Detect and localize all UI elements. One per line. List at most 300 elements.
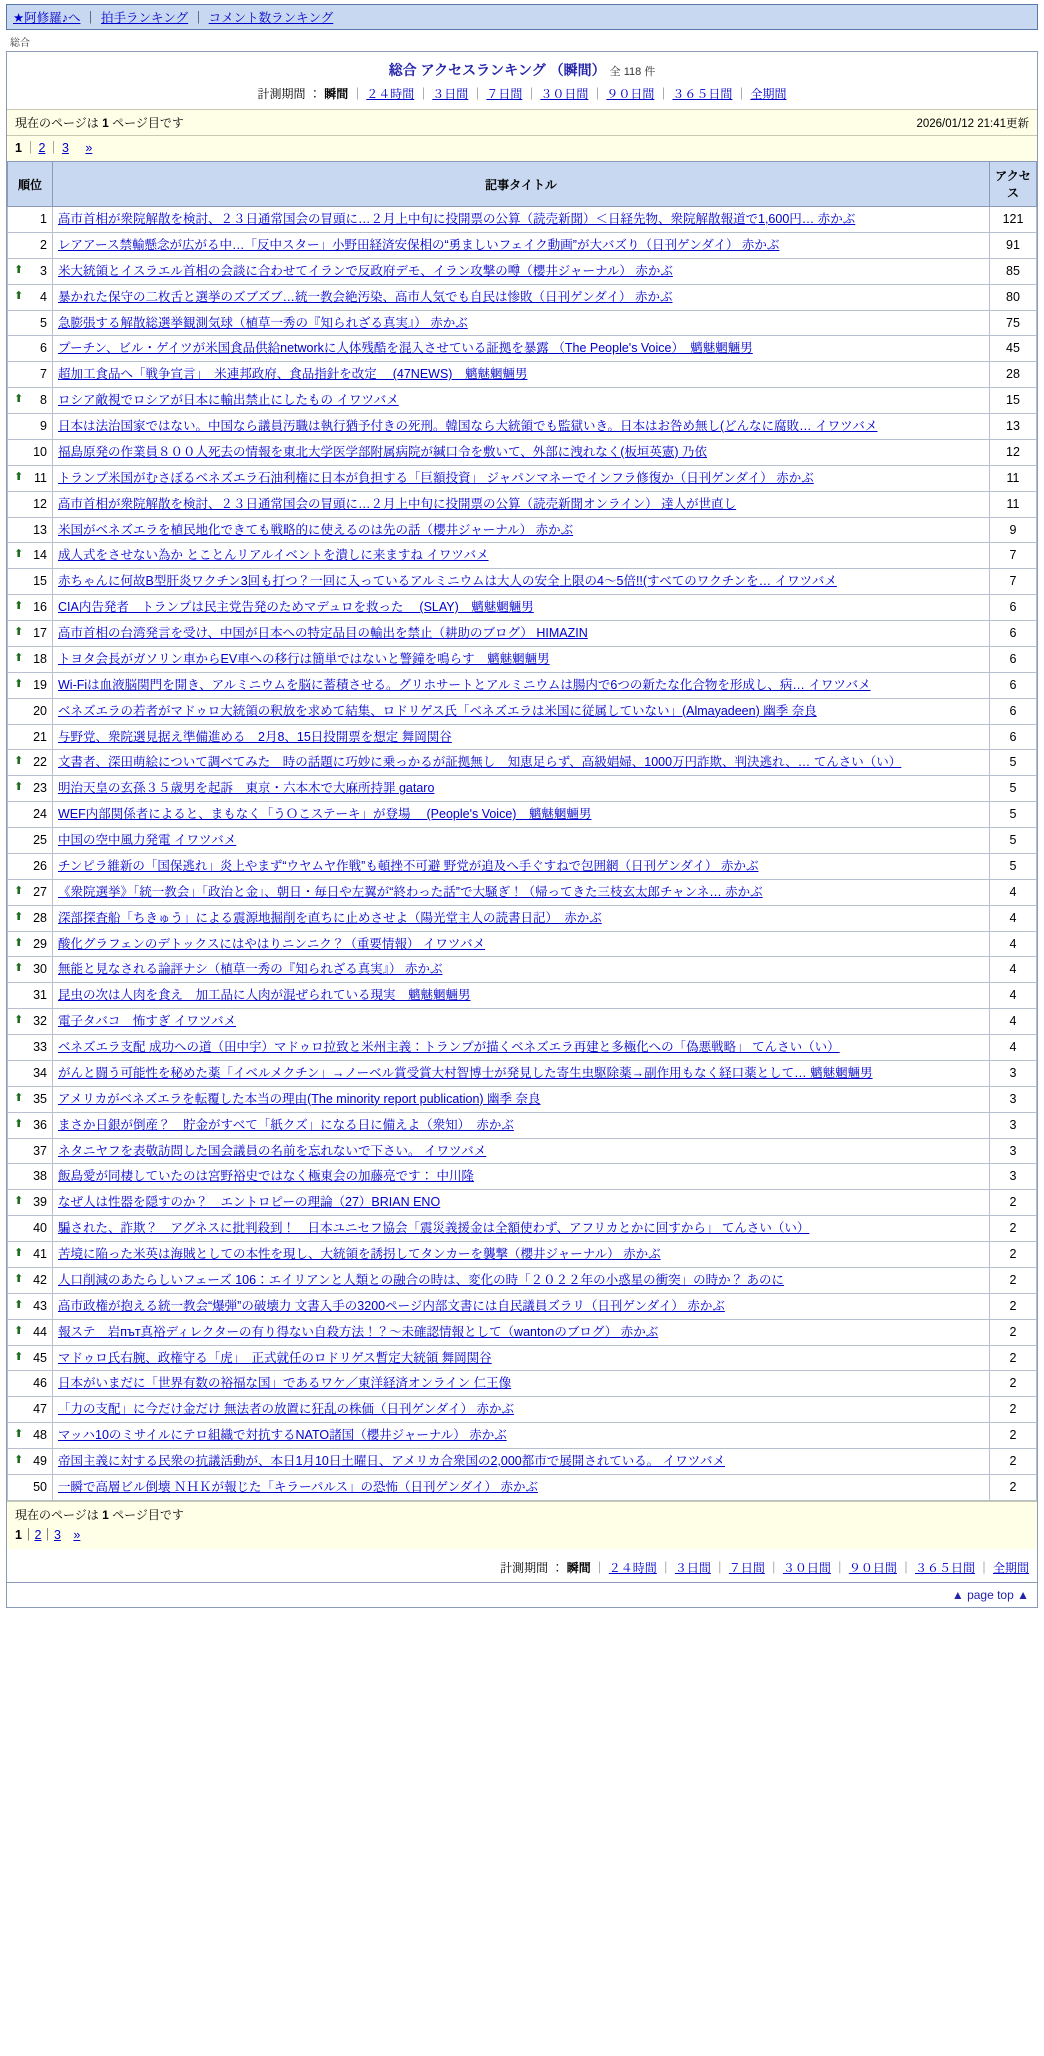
- access-count-cell: 6: [990, 646, 1037, 672]
- rank-number: 32: [33, 1014, 47, 1029]
- rank-number: 29: [33, 936, 47, 951]
- article-title-cell: [53, 646, 990, 672]
- article-title-cell: [53, 310, 990, 336]
- rank-up-arrow-icon: ⬆: [14, 600, 24, 613]
- article-title-cell: [53, 414, 990, 440]
- rank-number: 11: [34, 470, 47, 485]
- table-row: [8, 284, 1037, 310]
- rank-number: 46: [33, 1376, 47, 1391]
- rank-up-arrow-icon: ⬆: [14, 1454, 24, 1466]
- rank-up-arrow-icon: ⬆: [14, 393, 24, 406]
- table-row: [8, 802, 1037, 828]
- article-title-cell: [53, 1319, 990, 1345]
- article-link[interactable]: 福島原発の作業員８００人死去の情報を東北大学医学部附属病院が緘口令を敷いて、外部に洩れなく(板垣英憲) 乃依: [58, 444, 708, 459]
- rank-cell: [8, 1035, 53, 1061]
- table-row: [8, 1060, 1037, 1086]
- article-link[interactable]: 人口削減のあたらしいフェーズ 106：エイリアンと人類との融合の時は、変化の時「２０２２年の小惑星の衝突」の時か？ あのに: [58, 1272, 785, 1287]
- page-top-link[interactable]: ▲ page top ▲: [951, 1587, 1029, 1602]
- table-row: [8, 232, 1037, 258]
- access-count-cell: 6: [990, 698, 1037, 724]
- rank-cell: [8, 1112, 53, 1138]
- current-page-prefix: 現在のページは: [15, 116, 103, 130]
- table-row: [8, 646, 1037, 672]
- period-bottom-4[interactable]: ３０日間: [782, 1560, 831, 1575]
- status-bar-top: [7, 109, 1037, 136]
- article-title-cell: [53, 1449, 990, 1475]
- rank-up-arrow-icon: ⬆: [14, 1350, 24, 1363]
- period-bar-bottom-5: ｜: [833, 1560, 846, 1575]
- rank-number: 33: [33, 1040, 47, 1054]
- article-link[interactable]: 急膨張する解散総選挙観測気球（植草一秀の『知られざる真実』） 赤かぶ: [58, 315, 468, 330]
- rank-cell: [8, 750, 53, 776]
- content-frame: [6, 51, 1038, 1608]
- table-row: [8, 310, 1037, 336]
- pager-sep-bottom-2: ｜: [41, 1527, 54, 1542]
- rank-cell: [8, 1345, 53, 1371]
- access-count-cell: 2: [990, 1267, 1037, 1293]
- rank-number: 14: [33, 548, 47, 563]
- period-top-3[interactable]: ７日間: [486, 87, 523, 101]
- article-title-cell: [53, 1474, 990, 1500]
- table-row: [8, 905, 1037, 931]
- article-link[interactable]: チンピラ維新の「国保逃れ」炎上やまず“ウヤムヤ作戦”も頓挫不可避 野党が追及へ手ぐすねで包囲網（日刊ゲンダイ） 赤かぶ: [58, 858, 759, 873]
- access-count-cell: 2: [990, 1449, 1037, 1475]
- period-bar-top-4: ｜: [525, 87, 538, 101]
- period-bottom-7[interactable]: 全期間: [992, 1560, 1029, 1575]
- table-row: [8, 1474, 1037, 1500]
- article-link[interactable]: 高市首相の台湾発言を受け、中国が日本への特定品目の輸出を禁止（耕助のブログ） HIMAZIN: [58, 626, 588, 640]
- rank-number: 1: [40, 212, 47, 226]
- article-title-cell: [53, 543, 990, 569]
- article-link[interactable]: 赤ちゃんに何故B型肝炎ワクチン3回も打つ？一回に入っているアルミニウムは大人の安全上限の4〜5倍!!(すべてのワクチンを… イワツバメ: [58, 574, 837, 589]
- access-count-cell: 7: [990, 543, 1037, 569]
- access-count-cell: 3: [990, 1164, 1037, 1190]
- rank-number: 28: [33, 910, 47, 925]
- article-title-cell: [53, 1345, 990, 1371]
- article-title-cell: [53, 207, 990, 233]
- article-link[interactable]: ネタニヤフを表敬訪問した国会議員の名前を忘れないで下さい。 イワツバメ: [58, 1143, 487, 1158]
- ranking-table: [7, 161, 1037, 1501]
- article-link[interactable]: なぜ人は性器を隠すのか？ エントロピーの理論（27）BRIAN ENO: [58, 1195, 441, 1210]
- rank-number: 45: [33, 1350, 47, 1365]
- access-count-cell: 3: [990, 1086, 1037, 1112]
- article-link[interactable]: 電子タバコ 怖すぎ イワツバメ: [58, 1014, 237, 1029]
- access-count-cell: 91: [990, 232, 1037, 258]
- article-link[interactable]: 与野党、衆院選見据え準備進める 2月8、15日投開票を想定 舞岡関谷: [58, 729, 452, 744]
- access-count-cell: 45: [990, 336, 1037, 362]
- access-count-cell: 2: [990, 1371, 1037, 1397]
- rank-up-arrow-icon: ⬆: [14, 936, 24, 949]
- rank-number: 44: [33, 1324, 47, 1339]
- article-link[interactable]: CIA内告発者 トランプは民主党告発のためマデュロを救った (SLAY) 魑魅魍魎男: [58, 600, 534, 615]
- article-link[interactable]: まさか日銀が倒産？ 貯金がすべて「紙クズ」になる日に備えよ（衆知） 赤かぶ: [58, 1117, 514, 1132]
- table-row: [8, 879, 1037, 905]
- table-row: [8, 776, 1037, 802]
- article-link[interactable]: レアアース禁輸懸念が広がる中…「反中スター」小野田経済安保相の“勇ましいフェイク動画”が大バズり（日刊ゲンダイ） 赤かぶ: [58, 237, 780, 252]
- rank-number: 5: [40, 315, 47, 330]
- access-count-cell: 12: [990, 439, 1037, 465]
- period-top-6[interactable]: ３６５日間: [672, 87, 733, 101]
- rank-number: 47: [33, 1402, 47, 1417]
- rank-number: 36: [33, 1117, 47, 1132]
- table-row: [8, 724, 1037, 750]
- rank-number: 20: [33, 703, 47, 718]
- article-link[interactable]: マッハ10のミサイルにテロ組織で対抗するNATO諸国（櫻井ジャーナル） 赤かぶ: [58, 1428, 507, 1443]
- article-link[interactable]: ロシア敵視でロシアが日本に輸出禁止にしたもの イワツバメ: [58, 393, 399, 408]
- access-count-cell: 2: [990, 1474, 1037, 1500]
- article-link[interactable]: 昆虫の次は人肉を食え 加工品に人肉が混ぜられている現実 魑魅魍魎男: [58, 988, 471, 1003]
- rank-number: 50: [33, 1479, 47, 1494]
- rank-up-arrow-icon: ⬆: [14, 1117, 24, 1130]
- article-link[interactable]: 日本は法治国家ではない。中国なら議員汚職は執行猶予付きの死刑。韓国なら大統領でも監獄いき。日本はお咎め無し(どんなに腐敗… イワツバメ: [58, 419, 878, 433]
- rank-up-arrow-icon: ⬆: [14, 910, 24, 923]
- table-row: [8, 1267, 1037, 1293]
- access-count-cell: 5: [990, 776, 1037, 802]
- pagination-bottom: [7, 1525, 1037, 1549]
- article-title-cell: [53, 1060, 990, 1086]
- rank-cell: [8, 232, 53, 258]
- article-title-cell: [53, 724, 990, 750]
- rank-cell: [8, 388, 53, 414]
- rank-number: 15: [33, 574, 47, 589]
- article-link[interactable]: 成人式をさせない為か とことんリアルイベントを潰しに来ますね イワツバメ: [58, 548, 489, 563]
- rank-up-arrow-icon: ⬆: [14, 755, 24, 768]
- access-count-cell: 5: [990, 802, 1037, 828]
- article-link[interactable]: 「力の支配」に今だけ金だけ 無法者の放置に狂乱の株価（日刊ゲンダイ） 赤かぶ: [58, 1402, 514, 1417]
- access-count-cell: 4: [990, 1035, 1037, 1061]
- period-bar-bottom-6: ｜: [899, 1560, 912, 1575]
- rank-cell: [8, 931, 53, 957]
- period-bottom-2[interactable]: ３日間: [674, 1560, 711, 1575]
- current-page-suffix: ページ目です: [108, 116, 184, 130]
- table-row: [8, 1345, 1037, 1371]
- rank-cell: [8, 957, 53, 983]
- article-link[interactable]: 苦境に陥った米英は海賊としての本性を現し、大統領を誘拐してタンカーを襲撃（櫻井ジャーナル） 赤かぶ: [58, 1247, 661, 1261]
- rank-cell: [8, 672, 53, 698]
- table-row: [8, 336, 1037, 362]
- rank-number: 21: [33, 729, 47, 744]
- column-header-title: 記事タイトル: [53, 162, 990, 207]
- article-title-cell: [53, 388, 990, 414]
- table-row: [8, 1190, 1037, 1216]
- rank-number: 41: [33, 1247, 47, 1261]
- pager-sep-bottom-1: ｜: [21, 1527, 35, 1542]
- rank-cell: [8, 853, 53, 879]
- access-count-cell: 5: [990, 853, 1037, 879]
- table-header-row: [8, 162, 1037, 207]
- rank-number: 26: [33, 858, 47, 873]
- article-link[interactable]: トヨタ会長がガソリン車からEV車への移行は簡単ではないと警鐘を鳴らす 魑魅魍魎男: [58, 651, 550, 666]
- nav-separator-2: ｜: [192, 11, 205, 25]
- article-link[interactable]: プーチン、ビル・ゲイツが米国食品供給networkに人体残酷を混入させている証拠を暴露 （The People's Voice） 魑魅魍魎男: [58, 341, 753, 356]
- article-link[interactable]: 報ステ 岩път真裕ディレクターの有り得ない自殺方法！？〜未確認情報として（wantonのブログ） 赤かぶ: [58, 1324, 659, 1339]
- period-bar-top-1: ｜: [351, 87, 364, 101]
- period-top-4[interactable]: ３０日間: [540, 87, 589, 101]
- rank-cell: [8, 336, 53, 362]
- rank-cell: [8, 828, 53, 854]
- rank-cell: [8, 517, 53, 543]
- table-row: [8, 1086, 1037, 1112]
- rank-up-arrow-icon: ⬆: [14, 1324, 24, 1337]
- period-top-5[interactable]: ９０日間: [606, 87, 655, 101]
- access-count-cell: 121: [990, 207, 1037, 233]
- article-link[interactable]: ベネズエラ支配 成功への道（田中宇）マドゥロ拉致と米州主義：トランプが描くベネズエラ再建と多極化への「偽悪戦略」 てんさい（い）: [58, 1040, 840, 1054]
- rank-cell: [8, 1138, 53, 1164]
- rank-number: 35: [33, 1091, 47, 1106]
- rank-number: 9: [40, 419, 47, 433]
- access-count-cell: 75: [990, 310, 1037, 336]
- period-bar-top-6: ｜: [657, 87, 670, 101]
- period-bottom-1[interactable]: ２４時間: [608, 1560, 657, 1575]
- rank-cell: [8, 465, 53, 491]
- article-title-cell: [53, 672, 990, 698]
- rank-cell: [8, 1190, 53, 1216]
- article-link[interactable]: 《衆院選挙》「統一教会」「政治と金」、朝日・毎日や左翼が“終わった話”で大騒ぎ！（帰ってきた三枝玄太郎チャンネ… 赤かぶ: [58, 884, 763, 899]
- table-row: [8, 853, 1037, 879]
- rank-number: 18: [33, 651, 47, 666]
- column-header-rank: [8, 162, 53, 207]
- period-bar-bottom-4: ｜: [767, 1560, 780, 1575]
- page-link-3-top[interactable]: 3: [61, 141, 69, 155]
- article-link[interactable]: 明治天皇の玄孫３５歳男を起訴 東京・六本木で大麻所持罪 gataro: [58, 781, 435, 796]
- rank-number: 4: [40, 289, 47, 304]
- period-top-7[interactable]: 全期間: [750, 87, 787, 101]
- rank-up-arrow-icon: ⬆: [14, 781, 24, 794]
- article-title-cell: [53, 1293, 990, 1319]
- article-link[interactable]: 米国がベネズエラを植民地化できても戦略的に使えるのは先の話（櫻井ジャーナル） 赤かぶ: [58, 522, 574, 537]
- article-link[interactable]: Wi-Fiは血液脳関門を開き、アルミニウムを脳に蓄積させる。グリホサートとアルミニウムは腸内で6つの新たな化合物を形成し、病… イワツバメ: [58, 677, 871, 692]
- page-title: 総合 アクセスランキング （瞬間）: [388, 62, 606, 78]
- table-row: [8, 621, 1037, 647]
- rank-cell: [8, 776, 53, 802]
- article-title-cell: [53, 1267, 990, 1293]
- access-count-cell: 11: [990, 491, 1037, 517]
- period-bar-bottom-1: ｜: [593, 1560, 606, 1575]
- article-link[interactable]: マドゥロ氏右腕、政権守る「虎」 正式就任のロドリゲス暫定大統領 舞岡関谷: [58, 1350, 492, 1365]
- rank-up-arrow-icon: ⬆: [14, 1272, 24, 1285]
- current-page-prefix-bottom: 現在のページは: [15, 1507, 103, 1522]
- pager-sep-top-2: ｜: [47, 141, 60, 155]
- rank-cell: [8, 362, 53, 388]
- rank-number: 13: [33, 522, 47, 537]
- access-count-cell: 80: [990, 284, 1037, 310]
- rank-number: 23: [33, 781, 47, 796]
- access-count-cell: 2: [990, 1216, 1037, 1242]
- rank-up-arrow-icon: ⬆: [14, 1428, 24, 1441]
- access-count-cell: 3: [990, 1138, 1037, 1164]
- article-title-cell: [53, 1423, 990, 1449]
- rank-number: 34: [33, 1065, 47, 1080]
- article-link[interactable]: アメリカがベネズエラを転覆した本当の理由(The minority report publication) 幽季 奈良: [58, 1091, 541, 1106]
- page-link-1-top: 1: [15, 141, 22, 155]
- article-title-cell: [53, 828, 990, 854]
- table-row: [8, 957, 1037, 983]
- article-title-cell: [53, 621, 990, 647]
- page-top-link-container: [7, 1582, 1037, 1607]
- current-page-number-bottom: 1: [102, 1507, 109, 1522]
- rank-number: 42: [33, 1272, 47, 1287]
- article-link[interactable]: がんと闘う可能性を秘めた薬「イベルメクチン」→ノーベル賞受賞大村智博士が発見した寄生虫駆除薬→副作用もなく経口薬として… 魑魅魍魎男: [58, 1065, 873, 1080]
- article-link[interactable]: 帝国主義に対する民衆の抗議活動が、本日1月10日土曜日、アメリカ合衆国の2,000都市で展開されている。 イワツバメ: [58, 1454, 725, 1468]
- rank-number: 16: [33, 600, 47, 615]
- period-bottom-5[interactable]: ９０日間: [848, 1560, 897, 1575]
- article-title-cell: [53, 1190, 990, 1216]
- table-row: [8, 595, 1037, 621]
- rank-cell: [8, 646, 53, 672]
- table-row: [8, 1319, 1037, 1345]
- article-title-cell: [53, 465, 990, 491]
- article-title-cell: [53, 1164, 990, 1190]
- period-bar-bottom-2: ｜: [659, 1560, 672, 1575]
- nav-link-applause-ranking[interactable]: 拍手ランキング: [100, 11, 189, 25]
- table-row: [8, 388, 1037, 414]
- table-row: [8, 1112, 1037, 1138]
- page-next-bottom[interactable]: »: [73, 1527, 81, 1542]
- article-title-cell: [53, 258, 990, 284]
- article-link[interactable]: 文書者、深田萌絵について調べてみた 時の話題に巧妙に乗っかるが証拠無し 知恵足らず、高級娼婦、1000万円詐欺、判決逃れ、… てんさい（い）: [58, 755, 902, 770]
- page-next-top[interactable]: »: [85, 141, 93, 155]
- period-label-top: 計測期間 ：: [257, 87, 321, 101]
- article-link[interactable]: 無能と見なされる論評ナシ（植草一秀の『知られざる真実』） 赤かぶ: [58, 962, 443, 977]
- article-link[interactable]: 酸化グラフェンのデトックスにはやはりニンニク？（重要情報） イワツバメ: [58, 936, 486, 951]
- nav-link-home[interactable]: ★阿修羅♪へ: [13, 11, 81, 25]
- current-page-number: 1: [102, 116, 109, 130]
- rank-up-arrow-icon: ⬆: [14, 1014, 24, 1027]
- article-title-cell: [53, 931, 990, 957]
- rank-cell: [8, 1216, 53, 1242]
- table-row: [8, 207, 1037, 233]
- article-link[interactable]: 超加工食品へ「戦争宣言」 米連邦政府、食品指針を改定 (47NEWS) 魑魅魍魎男: [58, 367, 528, 382]
- article-title-cell: [53, 1086, 990, 1112]
- rank-number: 12: [33, 496, 47, 511]
- access-count-cell: 11: [990, 465, 1037, 491]
- period-top-0: 瞬間: [324, 87, 349, 101]
- article-title-cell: [53, 1216, 990, 1242]
- period-top-2[interactable]: ３日間: [432, 87, 469, 101]
- article-link[interactable]: 中国の空中風力発電 イワツバメ: [58, 833, 237, 847]
- article-link[interactable]: 高市首相が衆院解散を検討、２３日通常国会の冒頭に…２月上中旬に投開票の公算（読売新聞オンライン） 達人が世直し: [58, 496, 737, 511]
- rank-number: 7: [40, 367, 47, 382]
- rank-cell: [8, 905, 53, 931]
- period-selector-bottom: [7, 1549, 1037, 1582]
- rank-cell: [8, 1293, 53, 1319]
- rank-cell: [8, 543, 53, 569]
- article-link[interactable]: 暴かれた保守の二枚舌と選挙のズブズブ…統一教会絶汚染、高市人気でも自民は惨敗（日刊ゲンダイ） 赤かぶ: [58, 289, 673, 304]
- table-row: [8, 1138, 1037, 1164]
- period-top-1[interactable]: ２４時間: [366, 87, 415, 101]
- updated-timestamp: 2026/01/12 21:41更新: [916, 117, 1029, 130]
- table-row: [8, 931, 1037, 957]
- article-link[interactable]: 飯島愛が同棲していたのは宮野裕史ではなく極東会の加藤亮です： 中川隆: [58, 1169, 474, 1184]
- rank-up-arrow-icon: ⬆: [14, 884, 24, 897]
- article-title-cell: [53, 569, 990, 595]
- bottom-spacer: [0, 1608, 1044, 1622]
- rank-cell: [8, 491, 53, 517]
- rank-number: 30: [33, 962, 47, 977]
- rank-up-arrow-icon: ⬆: [14, 548, 24, 561]
- article-title-cell: [53, 1397, 990, 1423]
- access-count-cell: 4: [990, 983, 1037, 1009]
- access-count-cell: 9: [990, 517, 1037, 543]
- table-row: [8, 1009, 1037, 1035]
- rank-cell: [8, 1371, 53, 1397]
- rank-cell: [8, 284, 53, 310]
- table-row: [8, 465, 1037, 491]
- access-count-cell: 2: [990, 1319, 1037, 1345]
- nav-link-comment-ranking[interactable]: コメント数ランキング: [208, 11, 334, 25]
- breadcrumb: 総合: [10, 38, 30, 49]
- rank-cell: [8, 207, 53, 233]
- article-link[interactable]: 深部探査船「ちきゅう」による震源地掘削を直ちに止めさせよ（陽光堂主人の読書日記） 赤かぶ: [58, 910, 602, 925]
- page-link-3-bottom[interactable]: 3: [53, 1527, 61, 1542]
- period-bottom-0: 瞬間: [566, 1560, 591, 1575]
- rank-number: 3: [40, 263, 47, 278]
- rank-number: 10: [33, 444, 47, 459]
- table-row: [8, 1423, 1037, 1449]
- article-link[interactable]: 一瞬で高層ビル倒壊 ＮＨＫが報じた「キラーパルス」の恐怖（日刊ゲンダイ） 赤かぶ: [58, 1479, 538, 1494]
- rank-cell: [8, 879, 53, 905]
- nav-separator-1: ｜: [84, 11, 97, 25]
- current-page-suffix-bottom: ページ目です: [108, 1507, 184, 1522]
- access-count-cell: 5: [990, 750, 1037, 776]
- table-row: [8, 983, 1037, 1009]
- article-link[interactable]: 騙された、詐欺？ アグネスに批判殺到！ 日本ユニセフ協会「震災義援金は全額使わず、アフリカとかに回すから」 てんさい（い）: [58, 1221, 810, 1236]
- table-row: [8, 1293, 1037, 1319]
- rank-cell: [8, 1423, 53, 1449]
- article-link[interactable]: WEF内部関係者によると、まもなく「うＯこステーキ」が登場 (People's Voice) 魑魅魍魎男: [58, 807, 592, 822]
- article-link[interactable]: 高市首相が衆院解散を検討、２３日通常国会の冒頭に…２月上中旬に投開票の公算（読売新聞）＜日経先物、衆院解散報道で1,600円… 赤かぶ: [58, 212, 856, 226]
- status-bar-bottom: [7, 1501, 1037, 1525]
- article-title-cell: [53, 1242, 990, 1268]
- access-count-cell: 5: [990, 828, 1037, 854]
- article-title-cell: [53, 905, 990, 931]
- access-count-cell: 2: [990, 1345, 1037, 1371]
- page-link-2-bottom[interactable]: 2: [34, 1527, 42, 1542]
- article-link[interactable]: 高市政権が抱える統一教会“爆弾”の破壊力 文書入手の3200ページ内部文書には自民議員ズラリ（日刊ゲンダイ） 赤かぶ: [58, 1298, 725, 1313]
- access-count-cell: 6: [990, 672, 1037, 698]
- article-title-cell: [53, 698, 990, 724]
- rank-cell: [8, 1242, 53, 1268]
- rank-cell: [8, 1009, 53, 1035]
- article-title-cell: [53, 879, 990, 905]
- article-title-cell: [53, 439, 990, 465]
- rank-number: 31: [33, 988, 47, 1003]
- period-bottom-3[interactable]: ７日間: [728, 1560, 765, 1575]
- rank-cell: [8, 1164, 53, 1190]
- article-title-cell: [53, 232, 990, 258]
- access-count-cell: 2: [990, 1190, 1037, 1216]
- page-link-2-top[interactable]: 2: [38, 141, 46, 155]
- rank-up-arrow-icon: ⬆: [14, 1091, 24, 1104]
- article-link[interactable]: ベネズエラの若者がマドゥロ大統領の釈放を求めて結集、ロドリゲス氏「ベネズエラは米国に従属していない」(Almayadeen) 幽季 奈良: [58, 703, 817, 718]
- article-title-cell: [53, 750, 990, 776]
- rank-number: 40: [33, 1221, 47, 1236]
- page-root: [0, 4, 1044, 1622]
- table-row: [8, 439, 1037, 465]
- table-row: [8, 1242, 1037, 1268]
- access-count-cell: 2: [990, 1397, 1037, 1423]
- article-link[interactable]: トランプ米国がむさぼるベネズエラ石油利権に日本が負担する「巨額投資」 ジャパンマネーでインフラ修復か（日刊ゲンダイ） 赤かぶ: [58, 470, 814, 485]
- ranking-table-body: [8, 207, 1037, 1501]
- article-link[interactable]: 日本がいまだに「世界有数の裕福な国」であるワケ／東洋経済オンライン 仁王像: [58, 1376, 512, 1391]
- access-count-cell: 6: [990, 621, 1037, 647]
- rank-number: 49: [33, 1454, 47, 1468]
- table-row: [8, 672, 1037, 698]
- article-link[interactable]: 米大統領とイスラエル首相の会談に合わせてイランで反政府デモ、イラン攻撃の噂（櫻井ジャーナル） 赤かぶ: [58, 263, 673, 278]
- period-bottom-6[interactable]: ３６５日間: [914, 1560, 975, 1575]
- rank-up-arrow-icon: ⬆: [14, 470, 24, 483]
- access-count-cell: 4: [990, 1009, 1037, 1035]
